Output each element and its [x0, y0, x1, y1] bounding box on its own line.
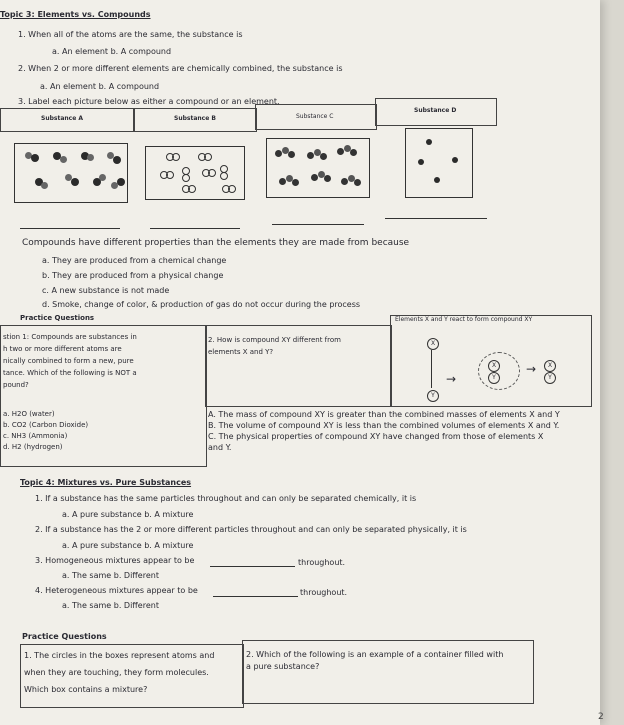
- topic3-q4: Compounds have different properties than the elements they are made from because: [22, 238, 410, 248]
- topic4-q3-blank[interactable]: [210, 566, 295, 567]
- topic4-q1-options: a. A pure substance b. A mixture: [62, 510, 194, 519]
- topic3-q4-option-c: c. A new substance is not made: [42, 286, 170, 295]
- topic4-q2-options: a. A pure substance b. A mixture: [62, 541, 194, 550]
- practice2-q1-line3: Which box contains a mixture?: [24, 685, 148, 694]
- practice1-q1-line5: pound?: [3, 381, 29, 389]
- topic4-q1: 1. If a substance has the same particles throughout and can only be separated chemically, it is: [35, 494, 417, 503]
- topic3-q1-options: a. An element b. A compound: [52, 47, 172, 56]
- element-y-atom: Y: [427, 390, 439, 402]
- substance-d-answer-blank[interactable]: [385, 218, 487, 219]
- practice1-q1-option-b: b. CO2 (Carbon Dioxide): [3, 421, 89, 429]
- reaction-burst-icon: [478, 352, 520, 390]
- substance-d-header: Substance D: [375, 98, 497, 126]
- practice2-q2-line2: a pure substance?: [246, 662, 320, 671]
- topic4-title: Topic 4: Mixtures vs. Pure Substances: [20, 478, 192, 487]
- topic4-q4-blank[interactable]: [213, 596, 298, 597]
- reaction-arrow-icon: →: [446, 372, 457, 386]
- practice-heading-2: Practice Questions: [22, 632, 107, 641]
- topic4-q3-end: throughout.: [298, 558, 346, 567]
- substance-a-answer-blank[interactable]: [20, 228, 120, 229]
- topic4-q4: 4. Heterogeneous mixtures appear to be: [35, 586, 198, 595]
- substance-a-header: Substance A: [0, 108, 135, 132]
- practice1-q1-line2: h two or more different atoms are: [3, 345, 122, 353]
- practice1-q1-option-a: a. H2O (water): [3, 410, 55, 418]
- worksheet-page: Topic 3: Elements vs. Compounds 1. When all of the atoms are the same, the substance is a. An element b. A compound 2. When 2 or more different elements are chemically combined, the substance is a. An element b. A compound 3. Label each picture below as either a compound or an element. Substance A Substance B Substance C Substance D Compounds have different properties than the elements they are made from because a. They are produced from a chemical change b. They are produced from a physical change c. A new substance is not made d. Smoke, change of color, & production of gas do not occur during the process Practice Questions Elements X and Y react to form compound XY X Y → X Y → X Y stion 1: Compounds are substances in h two or more different atoms are nically combined to form a new, pure tance. Which of the following is NOT a pound? 2. How is compound XY different from elements X and Y? a. H2O (water) b. CO2 (Carbon Dioxide) c. NH3 (Ammonia) d. H2 (hydrogen) A. The mass of compound XY is greater than the combined masses of elements X and Y B. The volume of compound XY is less than the combined volumes of elements X and Y. C. The physical properties of compound XY have changed from those of elements X and Y. Topic 4: Mixtures vs. Pure Substances 1. If a substance has the same particles throughout and can only be separated chemically, it is a. A pure substance b. A mixture 2. If a substance has the 2 or more different particles throughout and can only be separated physically, it is a. A pure substance b. A mixture 3. Homogeneous mixtures appear to be throughout. a. The same b. Different 4. Heterogeneous mixtures appear to be throughout. a. The same b. Different Practice Questions 1. The circles in the boxes represent atoms and when they are touching, they form molecules. Which box contains a mixture? 2. Which of the following is an example of a container filled with a pure substance? 2: [0, 0, 600, 725]
- substance-b-answer-blank[interactable]: [150, 228, 240, 229]
- topic3-q1: 1. When all of the atoms are the same, the substance is: [18, 30, 243, 39]
- practice1-q2-option-c-cont: and Y.: [208, 443, 232, 452]
- topic4-q4-end: throughout.: [300, 588, 348, 597]
- practice1-q1-line4: tance. Which of the following is NOT a: [3, 369, 137, 377]
- practice1-q1-line1: stion 1: Compounds are substances in: [3, 333, 137, 341]
- practice2-q1-line2: when they are touching, they form molecules.: [24, 668, 209, 677]
- substance-c-answer-blank[interactable]: [272, 224, 364, 225]
- practice2-q2-line1: 2. Which of the following is an example of a container filled with: [246, 650, 504, 659]
- compound-xy-y-atom: Y: [544, 372, 556, 384]
- practice1-q2-line2: elements X and Y?: [208, 348, 274, 356]
- topic3-q4-option-d: d. Smoke, change of color, & production of gas do not occur during the process: [42, 300, 361, 309]
- practice1-q2-option-a: A. The mass of compound XY is greater than the combined masses of elements X and Y: [208, 410, 560, 419]
- topic3-q4-option-b: b. They are produced from a physical change: [42, 271, 224, 280]
- topic3-title: Topic 3: Elements vs. Compounds: [0, 10, 151, 19]
- practice1-q2-option-b: B. The volume of compound XY is less than the combined volumes of elements X and Y.: [208, 421, 560, 430]
- topic3-q3: 3. Label each picture below as either a compound or an element.: [18, 97, 280, 106]
- reaction-diagram-label: Elements X and Y react to form compound XY: [395, 316, 533, 323]
- practice1-q1-line3: nically combined to form a new, pure: [3, 357, 134, 365]
- topic4-q4-options: a. The same b. Different: [62, 601, 159, 610]
- substance-d-picture: [405, 128, 473, 198]
- topic4-q3-options: a. The same b. Different: [62, 571, 159, 580]
- element-x-atom: X: [427, 338, 439, 350]
- practice1-q1-option-d: d. H2 (hydrogen): [3, 443, 63, 451]
- substance-b-header: Substance B: [133, 108, 257, 132]
- topic3-q2-options: a. An element b. A compound: [40, 82, 160, 91]
- product-arrow-icon: →: [526, 362, 537, 376]
- practice-heading-1: Practice Questions: [20, 314, 95, 322]
- practice1-q2-option-c: C. The physical properties of compound XY have changed from those of elements X: [208, 432, 544, 441]
- practice1-q1-option-c: c. NH3 (Ammonia): [3, 432, 68, 440]
- practice1-q2-line1: 2. How is compound XY different from: [208, 336, 341, 344]
- practice2-q1-line1: 1. The circles in the boxes represent atoms and: [24, 651, 215, 660]
- topic3-q2: 2. When 2 or more different elements are chemically combined, the substance is: [18, 64, 343, 73]
- topic3-q4-option-a: a. They are produced from a chemical change: [42, 256, 227, 265]
- substance-a-picture: [14, 143, 128, 203]
- topic4-q3: 3. Homogeneous mixtures appear to be: [35, 556, 195, 565]
- substance-c-header: Substance C: [255, 104, 377, 130]
- substance-c-picture: [266, 138, 370, 198]
- substance-b-picture: [145, 146, 245, 200]
- compound-xy-x-atom: X: [544, 360, 556, 372]
- page-number: 2: [598, 712, 604, 722]
- topic4-q2: 2. If a substance has the 2 or more different particles throughout and can only be separated physically, it is: [35, 525, 467, 534]
